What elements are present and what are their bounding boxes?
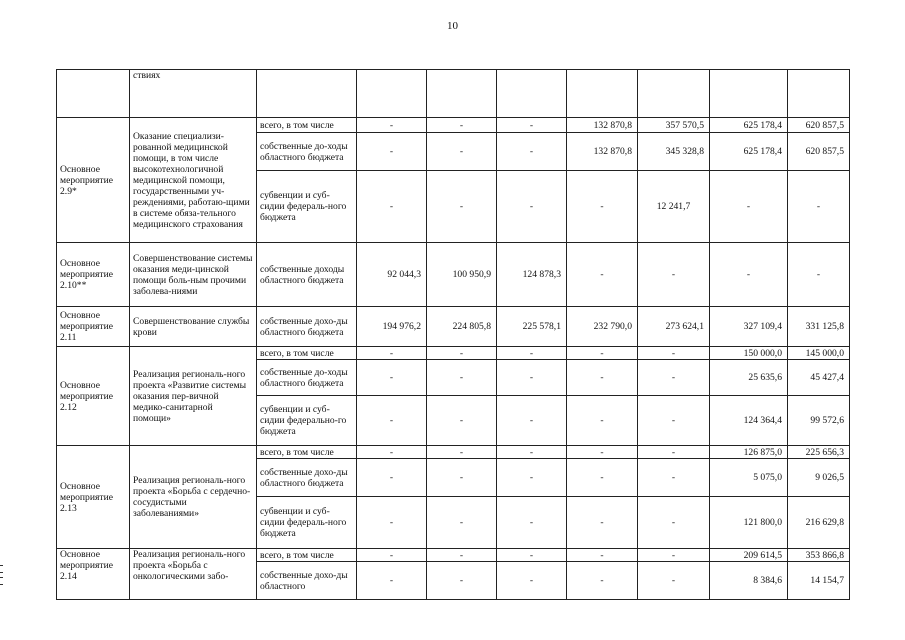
value-cell: [427, 70, 497, 118]
value-cell: -: [497, 549, 567, 562]
value-cell: -: [357, 396, 427, 446]
value-cell: -: [427, 562, 497, 600]
value-cell: -: [567, 360, 638, 396]
value-cell: -: [638, 562, 710, 600]
value-cell: 145 000,0: [788, 347, 850, 360]
value-cell: -: [497, 396, 567, 446]
value-cell: 124 364,4: [710, 396, 788, 446]
table-row: [57, 549, 850, 562]
value-cell: -: [567, 171, 638, 243]
source-cell: всего, в том числе: [257, 446, 357, 459]
value-cell: -: [788, 243, 850, 307]
event-cell: Основное мероприятие 2.13: [57, 446, 130, 549]
value-cell: 331 125,8: [788, 307, 850, 347]
source-cell: собственные дохо-ды областного: [257, 562, 357, 600]
table-row: [57, 70, 850, 118]
value-cell: [788, 70, 850, 118]
value-cell: -: [638, 549, 710, 562]
value-cell: -: [567, 497, 638, 549]
value-cell: 209 614,5: [710, 549, 788, 562]
value-cell: -: [638, 360, 710, 396]
value-cell: 194 976,2: [357, 307, 427, 347]
event-cell: Основное мероприятие 2.14: [57, 549, 130, 600]
value-cell: 150 000,0: [710, 347, 788, 360]
value-cell: -: [427, 171, 497, 243]
value-cell: 45 427,4: [788, 360, 850, 396]
value-cell: -: [357, 459, 427, 497]
source-cell: всего, в том числе: [257, 118, 357, 133]
value-cell: 132 870,8: [567, 118, 638, 133]
budget-table: [56, 69, 850, 600]
event-cell: Основное мероприятие 2.10**: [57, 243, 130, 307]
value-cell: -: [710, 171, 788, 243]
value-cell: -: [567, 459, 638, 497]
value-cell: 92 044,3: [357, 243, 427, 307]
value-cell: 8 384,6: [710, 562, 788, 600]
value-cell: -: [638, 396, 710, 446]
value-cell: 5 075,0: [710, 459, 788, 497]
value-cell: [638, 70, 710, 118]
value-cell: -: [357, 360, 427, 396]
value-cell: -: [427, 347, 497, 360]
description-cell: Реализация региональ-ного проекта «Борьба с онкологическими забо-: [130, 549, 257, 600]
source-cell: субвенции и суб-сидии федераль-ного бюджета: [257, 497, 357, 549]
value-cell: -: [638, 347, 710, 360]
value-cell: 232 790,0: [567, 307, 638, 347]
value-cell: 121 800,0: [710, 497, 788, 549]
value-cell: -: [567, 347, 638, 360]
value-cell: -: [497, 562, 567, 600]
value-cell: -: [357, 133, 427, 171]
value-cell: -: [427, 459, 497, 497]
value-cell: 14 154,7: [788, 562, 850, 600]
value-cell: 9 026,5: [788, 459, 850, 497]
value-cell: [567, 70, 638, 118]
page-number: 10: [447, 20, 458, 32]
value-cell: 357 570,5: [638, 118, 710, 133]
value-cell: -: [357, 497, 427, 549]
value-cell: -: [497, 459, 567, 497]
source-cell: собственные до-ходы областного бюджета: [257, 360, 357, 396]
value-cell: -: [638, 459, 710, 497]
value-cell: 620 857,5: [788, 118, 850, 133]
edge-mark: [0, 577, 3, 585]
value-cell: -: [427, 446, 497, 459]
value-cell: 12 241,7: [638, 171, 710, 243]
value-cell: -: [638, 497, 710, 549]
value-cell: -: [567, 549, 638, 562]
value-cell: -: [638, 243, 710, 307]
value-cell: -: [427, 118, 497, 133]
value-cell: -: [567, 396, 638, 446]
value-cell: -: [567, 562, 638, 600]
value-cell: 620 857,5: [788, 133, 850, 171]
source-cell: собственные дохо-ды областного бюджета: [257, 307, 357, 347]
value-cell: 25 635,6: [710, 360, 788, 396]
value-cell: -: [427, 133, 497, 171]
value-cell: 100 950,9: [427, 243, 497, 307]
description-cell: Реализация региональ-ного проекта «Развитие системы оказания пер-вичной медико-санитарной помощи»: [130, 347, 257, 446]
edge-mark: [0, 565, 3, 573]
source-cell: собственные доходы областного бюджета: [257, 243, 357, 307]
description-cell: Совершенствование системы оказания меди-цинской помощи боль-ным прочими заболева-ниями: [130, 243, 257, 307]
value-cell: -: [427, 396, 497, 446]
value-cell: 625 178,4: [710, 133, 788, 171]
description-cell: Совершенствование службы крови: [130, 307, 257, 347]
value-cell: 99 572,6: [788, 396, 850, 446]
event-cell: Основное мероприятие 2.9*: [57, 118, 130, 243]
source-cell: собственные до-ходы областного бюджета: [257, 133, 357, 171]
value-cell: -: [497, 446, 567, 459]
event-cell: Основное мероприятие 2.12: [57, 347, 130, 446]
event-cell: [57, 70, 130, 118]
value-cell: -: [567, 243, 638, 307]
value-cell: -: [427, 497, 497, 549]
value-cell: 216 629,8: [788, 497, 850, 549]
value-cell: -: [497, 171, 567, 243]
value-cell: -: [357, 446, 427, 459]
value-cell: [357, 70, 427, 118]
value-cell: -: [357, 347, 427, 360]
value-cell: -: [788, 171, 850, 243]
value-cell: -: [497, 133, 567, 171]
value-cell: -: [357, 549, 427, 562]
table-row: [57, 446, 850, 459]
source-cell: субвенции и суб-сидии федерально-го бюджета: [257, 396, 357, 446]
table-row: [57, 347, 850, 360]
value-cell: 353 866,8: [788, 549, 850, 562]
value-cell: -: [497, 497, 567, 549]
value-cell: -: [567, 446, 638, 459]
value-cell: -: [427, 549, 497, 562]
value-cell: 126 875,0: [710, 446, 788, 459]
source-cell: [257, 70, 357, 118]
value-cell: 225 578,1: [497, 307, 567, 347]
value-cell: [710, 70, 788, 118]
value-cell: 224 805,8: [427, 307, 497, 347]
source-cell: всего, в том числе: [257, 549, 357, 562]
source-cell: субвенции и суб-сидии федераль-ного бюджета: [257, 171, 357, 243]
value-cell: [497, 70, 567, 118]
table-row: [57, 118, 850, 133]
value-cell: 132 870,8: [567, 133, 638, 171]
table-row: [57, 243, 850, 307]
value-cell: 225 656,3: [788, 446, 850, 459]
table-row: [57, 307, 850, 347]
value-cell: 327 109,4: [710, 307, 788, 347]
value-cell: 124 878,3: [497, 243, 567, 307]
value-cell: 273 624,1: [638, 307, 710, 347]
source-cell: собственные дохо-ды областного бюджета: [257, 459, 357, 497]
value-cell: -: [357, 171, 427, 243]
value-cell: 625 178,4: [710, 118, 788, 133]
value-cell: 345 328,8: [638, 133, 710, 171]
description-cell: ствиях: [130, 70, 257, 118]
event-cell: Основное мероприятие 2.11: [57, 307, 130, 347]
value-cell: -: [357, 118, 427, 133]
value-cell: -: [357, 562, 427, 600]
description-cell: Реализация региональ-ного проекта «Борьба с сердечно-сосудистыми заболеваниями»: [130, 446, 257, 549]
value-cell: -: [710, 243, 788, 307]
value-cell: -: [497, 347, 567, 360]
budget-table-wrapper: [56, 69, 849, 600]
description-cell: Оказание специализи-рованной медицинской помощи, в том числе высокотехнологичной медицинской помощи, государственными уч-реждениями, работаю-щими в системе обяза-тельного медицинского страхования: [130, 118, 257, 243]
source-cell: всего, в том числе: [257, 347, 357, 360]
value-cell: -: [497, 360, 567, 396]
value-cell: -: [638, 446, 710, 459]
value-cell: -: [427, 360, 497, 396]
value-cell: -: [497, 118, 567, 133]
